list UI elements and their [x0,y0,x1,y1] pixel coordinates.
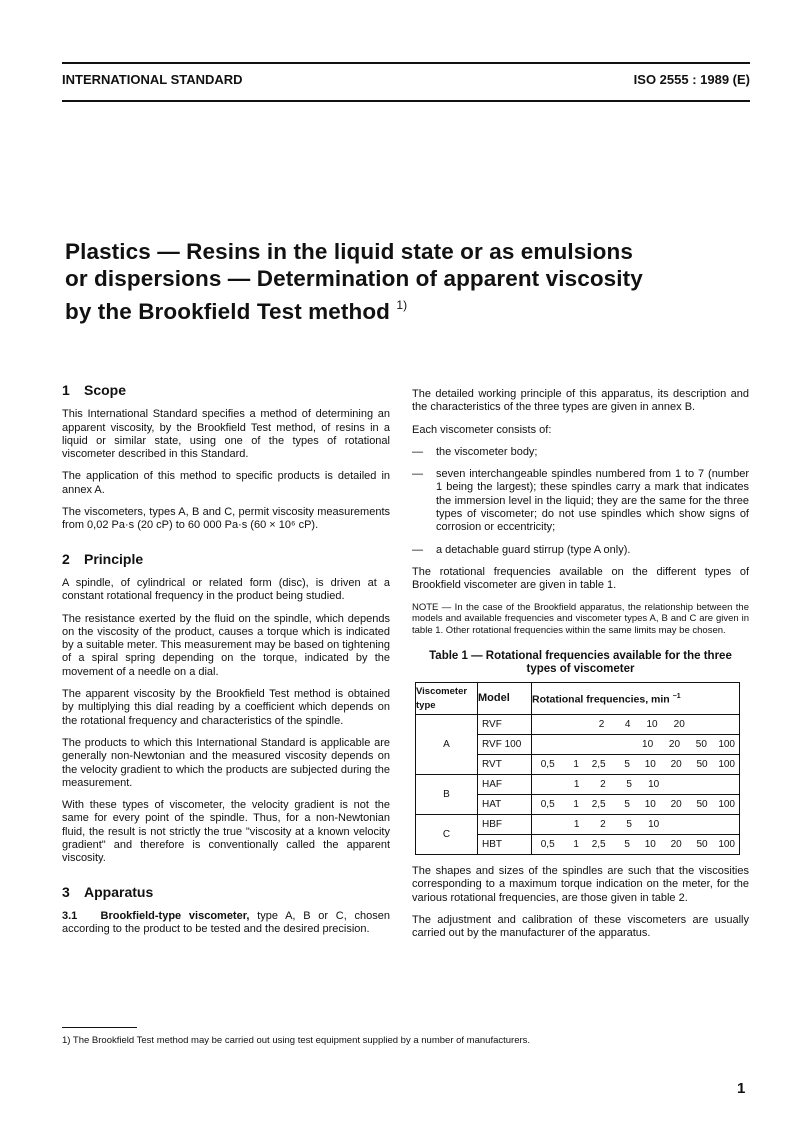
paragraph: The apparent viscosity by the Brookfield Test method is obtained by multiplying this dial reading by a coefficient which depends on the rotational frequency and characteristics of the spindle. [62,688,390,727]
frequency-table [415,682,740,855]
top-rule [62,62,750,64]
list-item: — a detachable guard stirrup (type A only). [412,543,631,556]
freq-value: 50 [696,838,708,850]
table-row [416,775,740,795]
freq-cell [532,755,740,775]
freq-value [714,775,739,794]
freq-value: 20 [668,738,681,750]
freq-value [532,735,557,754]
freq-value: 5 [624,838,630,850]
footnote: 1) The Brookfield Test method may be carried out using test equipment supplied by a number of manufacturers. [62,1035,531,1046]
paragraph: The products to which this International Standard is applicable are generally non-Newtonian and the measured viscosity depends on the velocity gradient to which the products are subjected during the measurement. [62,736,390,789]
right-column [412,388,749,950]
section-heading: 2 Principle [62,550,144,567]
freq-value: 1 [573,818,580,830]
footnote-rule [62,1027,137,1028]
freq-value: 1 [573,758,579,770]
freq-value [606,735,631,754]
paragraph: The viscometers, types A, B and C, permit viscosity measurements from 0,02 Pa·s (20 cP) to 60 000 Pa·s (60 × 10⁶ cP). [62,506,390,532]
list-item: — seven interchangeable spindles numbered from 1 to 7 (number 1 being the largest); these spindles carry a mark that indicates the immersion level in the liquid; they are the same for the three types of viscometer; do not use spindles which show signs of corrosion or eccentricity; [412,468,749,534]
freq-value: 2,5 [591,758,606,770]
freq-value: 2,5 [591,838,606,850]
paragraph: Each viscometer consists of: [412,423,552,436]
freq-cell [532,815,740,835]
freq-value [663,775,688,794]
model-cell: RVF 100 [478,735,532,755]
header-freq: Rotational frequencies, min $^{-1}$ [532,683,740,715]
freq-value: 10 [642,738,654,750]
header-rule [62,100,750,102]
paragraph: The resistance exerted by the fluid on the spindle, which depends on the viscosity of the product, causes a torque which is indicated by a suitable meter. This measurement may be based on tightening of a spiral spring depending on the torque, indicated by the movement of a needle on a dial. [62,612,390,678]
freq-value: 2,5 [591,798,606,810]
freq-value: 100 [718,738,735,750]
freq-value: 50 [696,758,708,770]
freq-value: 20 [670,798,682,810]
freq-value: 20 [673,718,685,730]
freq-value: 10 [644,798,656,810]
freq-value [688,775,713,794]
freq-value: 5 [626,778,632,790]
left-column [62,384,390,946]
freq-value [532,715,557,734]
section-heading: 1 Scope [62,382,127,398]
freq-value [714,715,739,734]
paragraph: 3.1 Brookfield-type viscometer, type A, B or C, chosen according to the product to be tested and the desired precision. [62,909,390,936]
freq-value: 10 [646,718,658,730]
freq-value: 5 [624,798,630,810]
freq-value [663,815,688,834]
title-line: or dispersions — Determination of apparent viscosity [65,266,643,291]
header-model: Model [478,683,532,715]
freq-value: 1 [573,838,579,850]
table-row [416,815,740,835]
freq-value [688,815,713,834]
freq-value: 0,5 [540,838,555,850]
paragraph: The adjustment and calibration of these viscometers are usually carried out by the manufacturer of the apparatus. [412,913,749,940]
type-cell: A [416,715,478,775]
model-cell: RVF [478,715,532,735]
paragraph: With these types of viscometer, the velocity gradient is not the same for every point of the spindle. Thus, for a non-Newtonian fluid, the result is not strictly the true "viscosity at a known velocity gradient" and therefore is conventionally called the apparent viscosity. [62,799,390,865]
model-cell: RVT [478,755,532,775]
freq-value: 10 [644,838,656,850]
model-cell: HAF [478,775,532,795]
section-heading: 3 Apparatus [62,883,154,900]
type-cell: B [416,775,478,815]
freq-value: 10 [644,758,656,770]
freq-value: 50 [696,798,708,810]
page-number: 1 [737,1080,746,1097]
freq-value: 2 [600,818,606,830]
footnote-ref: 1) [396,298,408,312]
freq-cell [532,835,740,855]
paragraph: The shapes and sizes of the spindles are such that the viscosities corresponding to a maximum torque indication on the meter, for the various rotational frequencies, are those given in table 2. [412,865,749,904]
table-row [416,715,740,735]
freq-value: 1 [573,798,579,810]
freq-value [557,735,582,754]
freq-value [532,775,557,794]
freq-value: 100 [718,758,735,770]
document-title [65,238,643,325]
header-type: Viscometer type [416,683,478,715]
freq-value [557,715,582,734]
freq-cell [532,795,740,815]
type-cell: C [416,815,478,855]
freq-value: 0,5 [540,798,555,810]
freq-value: 2 [598,718,605,730]
freq-value: 5 [626,818,632,830]
freq-cell [532,715,740,735]
freq-value: 2 [600,778,606,790]
paragraph: The application of this method to specific products is detailed in annex A. [62,470,390,496]
freq-value: 0,5 [540,758,555,770]
freq-cell [532,775,740,795]
freq-value: 10 [648,778,660,790]
freq-value: 50 [695,738,707,750]
model-cell: HBF [478,815,532,835]
freq-value [581,735,606,754]
freq-value: 10 [648,818,660,830]
freq-value: 100 [718,798,735,810]
paragraph: This International Standard specifies a method of determining an apparent viscosity, by the Brookfield Test method, of resins in a liquid or similar state, using one of the types of rotational viscometer described in this Standard. [62,408,390,461]
freq-value: 5 [624,758,630,770]
model-cell: HAT [478,795,532,815]
header-left: INTERNATIONAL STANDARD [62,72,243,87]
freq-value: 20 [670,838,682,850]
paragraph: The detailed working principle of this apparatus, its description and the characteristics of the three types are given in annex B. [412,388,749,414]
freq-value [689,715,714,734]
freq-cell [532,735,740,755]
freq-value: 20 [670,758,682,770]
title-line: by the Brookfield Test method [65,299,391,324]
note: NOTE — In the case of the Brookfield apparatus, the relationship between the models and available frequencies and viscometer types A, B and C are given in table 1. Other rotational frequencies within the same limits may be chosen. [412,601,749,636]
freq-value [714,815,739,834]
header-right: ISO 2555 : 1989 (E) [633,72,750,87]
freq-value: 1 [573,778,580,790]
table-caption: Table 1 — Rotational frequencies available for the three types of viscometer [429,650,732,676]
list-item: — the viscometer body; [412,445,538,458]
paragraph: A spindle, of cylindrical or related form (disc), is driven at a constant rotational frequency in the product being studied. [62,576,390,603]
freq-value: 100 [718,838,735,850]
freq-value [532,815,557,834]
paragraph: The rotational frequencies available on the different types of Brookfield viscometer are given in table 1. [412,565,749,592]
model-cell: HBT [478,835,532,855]
freq-value: 4 [624,718,631,730]
title-line: Plastics — Resins in the liquid state or as emulsions [65,239,633,264]
